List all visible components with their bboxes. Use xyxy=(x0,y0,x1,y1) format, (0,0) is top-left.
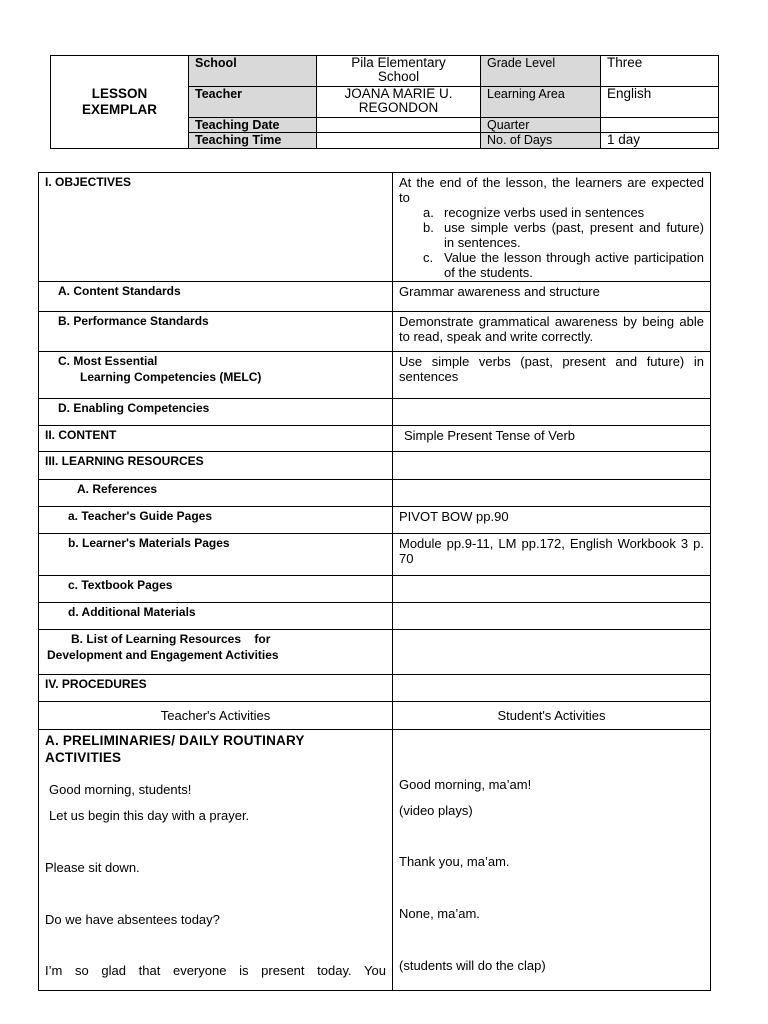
learners-materials-value: Module pp.9-11, LM pp.172, English Workbook 3 p. 70 xyxy=(393,534,711,576)
table-row xyxy=(39,534,711,576)
teaching-time-label: Teaching Time xyxy=(189,133,317,149)
table-row xyxy=(39,173,711,282)
table-row xyxy=(39,630,711,675)
performance-standards-label: B. Performance Standards xyxy=(39,312,393,352)
objectives-list xyxy=(399,205,704,280)
preliminaries-heading: A. PRELIMINARIES/ DAILY ROUTINARY xyxy=(45,733,305,748)
no-of-days-value: 1 day xyxy=(601,133,719,149)
lesson-plan-table xyxy=(38,172,711,991)
table-row xyxy=(39,352,711,399)
teacher-line: Do we have absentees today? xyxy=(45,912,220,927)
table-row xyxy=(39,282,711,312)
objectives-cell xyxy=(393,173,711,282)
table-row xyxy=(39,730,711,991)
learning-area-value: English xyxy=(601,87,719,118)
table-row xyxy=(39,312,711,352)
teachers-guide-value: PIVOT BOW pp.90 xyxy=(393,507,711,534)
school-label: School xyxy=(189,56,317,87)
textbook-pages-label: c. Textbook Pages xyxy=(39,576,393,603)
teacher-dialogue-cell: A. PRELIMINARIES/ DAILY ROUTINARY ACTIVITIES Good morning, students! Let us begin this day with a prayer. Please sit down. Do we have absentees today? I’m so glad that everyone is present today. You xyxy=(39,730,393,991)
table-row xyxy=(39,452,711,480)
content-label: II. CONTENT xyxy=(39,426,393,452)
lesson-header-table xyxy=(50,55,719,149)
teacher-label: Teacher xyxy=(189,87,317,118)
performance-standards-value: Demonstrate grammatical awareness by being able to read, speak and write correctly. xyxy=(393,312,711,352)
teacher-line: Good morning, students! xyxy=(49,782,192,797)
teaching-date-value xyxy=(317,118,481,133)
learning-area-label: Learning Area xyxy=(481,87,601,118)
content-standards-value: Grammar awareness and structure xyxy=(393,282,711,312)
student-line: (video plays) xyxy=(399,803,473,818)
table-row xyxy=(39,507,711,534)
content-value: Simple Present Tense of Verb xyxy=(393,426,711,452)
lesson-exemplar-title: LESSON EXEMPLAR xyxy=(51,56,189,149)
table-row xyxy=(39,480,711,507)
table-row xyxy=(39,426,711,452)
table-row xyxy=(39,603,711,630)
quarter-label: Quarter xyxy=(481,118,601,133)
teaching-date-label: Teaching Date xyxy=(189,118,317,133)
table-row xyxy=(39,702,711,730)
enabling-competencies-value xyxy=(393,399,711,426)
procedures-label: IV. PROCEDURES xyxy=(39,675,393,702)
melc-value: Use simple verbs (past, present and future) in sentences xyxy=(393,352,711,399)
table-row xyxy=(39,399,711,426)
list-item: b. use simple verbs (past, present and future) in sentences. xyxy=(423,220,704,250)
grade-level-value: Three xyxy=(601,56,719,87)
student-line: Good morning, ma’am! xyxy=(399,777,532,792)
teacher-line: I’m so glad that everyone is present today. You xyxy=(45,963,386,978)
student-line: (students will do the clap) xyxy=(399,958,546,973)
objectives-label: I. OBJECTIVES xyxy=(39,173,393,282)
quarter-value xyxy=(601,118,719,133)
student-line: None, ma’am. xyxy=(399,906,480,921)
teaching-time-value xyxy=(317,133,481,149)
references-label: A. References xyxy=(39,480,393,507)
enabling-competencies-label: D. Enabling Competencies xyxy=(39,399,393,426)
objectives-intro: At the end of the lesson, the learners are expected to xyxy=(399,175,704,205)
teachers-guide-label: a. Teacher's Guide Pages xyxy=(39,507,393,534)
learning-resources-label: III. LEARNING RESOURCES xyxy=(39,452,393,480)
learners-materials-label: b. Learner's Materials Pages xyxy=(39,534,393,576)
student-line: Thank you, ma’am. xyxy=(399,854,510,869)
list-of-learning-resources-label: B. List of Learning Resources for Development and Engagement Activities xyxy=(39,630,393,675)
school-value: Pila Elementary School xyxy=(317,56,481,87)
list-item: a. recognize verbs used in sentences xyxy=(423,205,645,220)
students-activities-header: Student's Activities xyxy=(393,702,711,730)
additional-materials-label: d. Additional Materials xyxy=(39,603,393,630)
teachers-activities-header: Teacher's Activities xyxy=(39,702,393,730)
melc-label: C. Most Essential Learning Competencies (MELC) xyxy=(39,352,393,399)
teacher-line: Let us begin this day with a prayer. xyxy=(49,808,250,823)
teacher-value: JOANA MARIE U. REGONDON xyxy=(317,87,481,118)
table-row xyxy=(39,576,711,603)
teacher-line: Please sit down. xyxy=(45,860,140,875)
student-dialogue-cell xyxy=(393,730,711,991)
content-standards-label: A. Content Standards xyxy=(39,282,393,312)
grade-level-label: Grade Level xyxy=(481,56,601,87)
no-of-days-label: No. of Days xyxy=(481,133,601,149)
table-row xyxy=(39,675,711,702)
list-item: c. Value the lesson through active participation of the students. xyxy=(423,250,704,280)
